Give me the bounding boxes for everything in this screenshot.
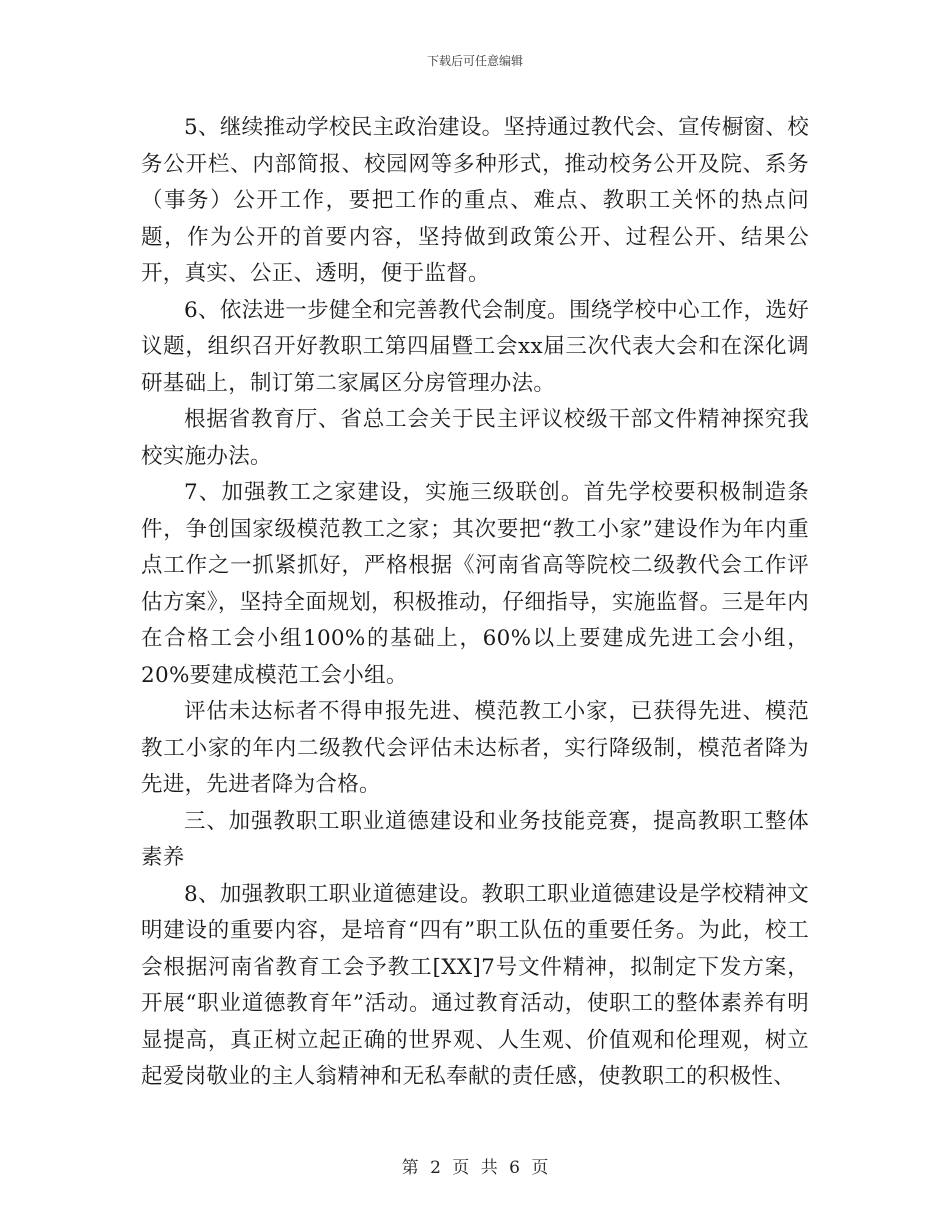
paragraph-evaluation-method: 根据省教育厅、省总工会关于民主评议校级干部文件精神探究我校实施办法。 [141,407,809,469]
document-body [141,110,809,1096]
paragraph-item-5: 5、继续推动学校民主政治建设。坚持通过教代会、宣传橱窗、校务公开栏、内部简报、校园网等多种形式，推动校务公开及院、系务（事务）公开工作，要把工作的重点、难点、教职工关怀的热点问题，作为公开的首要内容，坚持做到政策公开、过程公开、结果公开，真实、公正、透明，便于监督。 [141,115,809,286]
section-heading-3: 三、加强教职工职业道德建设和业务技能竞赛，提高教职工整体素养 [141,808,809,870]
page-header: 下载后可任意编辑 [426,54,523,68]
paragraph-item-7: 7、加强教工之家建设，实施三级联创。首先学校要积极制造条件，争创国家级模范教工之家；其次要把“教工小家”建设作为年内重点工作之一抓紧抓好，严格根据《河南省高等院校二级教代会工作评估方案》，坚持全面规划，积极推动，仔细指导，实施监督。三是年内在合格工会小组100%的基础上，60%以上要建成先进工会小组，20%要建成模范工会小组。 [141,480,809,688]
paragraph-item-6: 6、依法进一步健全和完善教代会制度。围绕学校中心工作，选好议题，组织召开好教职工第四届暨工会xx届三次代表大会和在深化调研基础上，制订第二家属区分房管理办法。 [141,297,809,396]
paragraph-evaluation-rules: 评估未达标者不得申报先进、模范教工小家，已获得先进、模范教工小家的年内二级教代会评估未达标者，实行降级制，模范者降为先进，先进者降为合格。 [141,699,809,797]
page-footer: 第 2 页 共 6 页 [401,1158,549,1178]
paragraph-item-8: 8、加强教职工职业道德建设。教职工职业道德建设是学校精神文明建设的重要内容，是培育“四有”职工队伍的重要任务。为此，校工会根据河南省教育工会予教工[XX]7号文件精神，拟制定下发方案，开展“职业道德教育年”活动。通过教育活动，使职工的整体素养有明显提高，真正树立起正确的世界观、人生观、价值观和伦理观，树立起爱岗敬业的主人翁精神和无私奉献的责任感，使教职工的积极性、 [141,881,809,1089]
